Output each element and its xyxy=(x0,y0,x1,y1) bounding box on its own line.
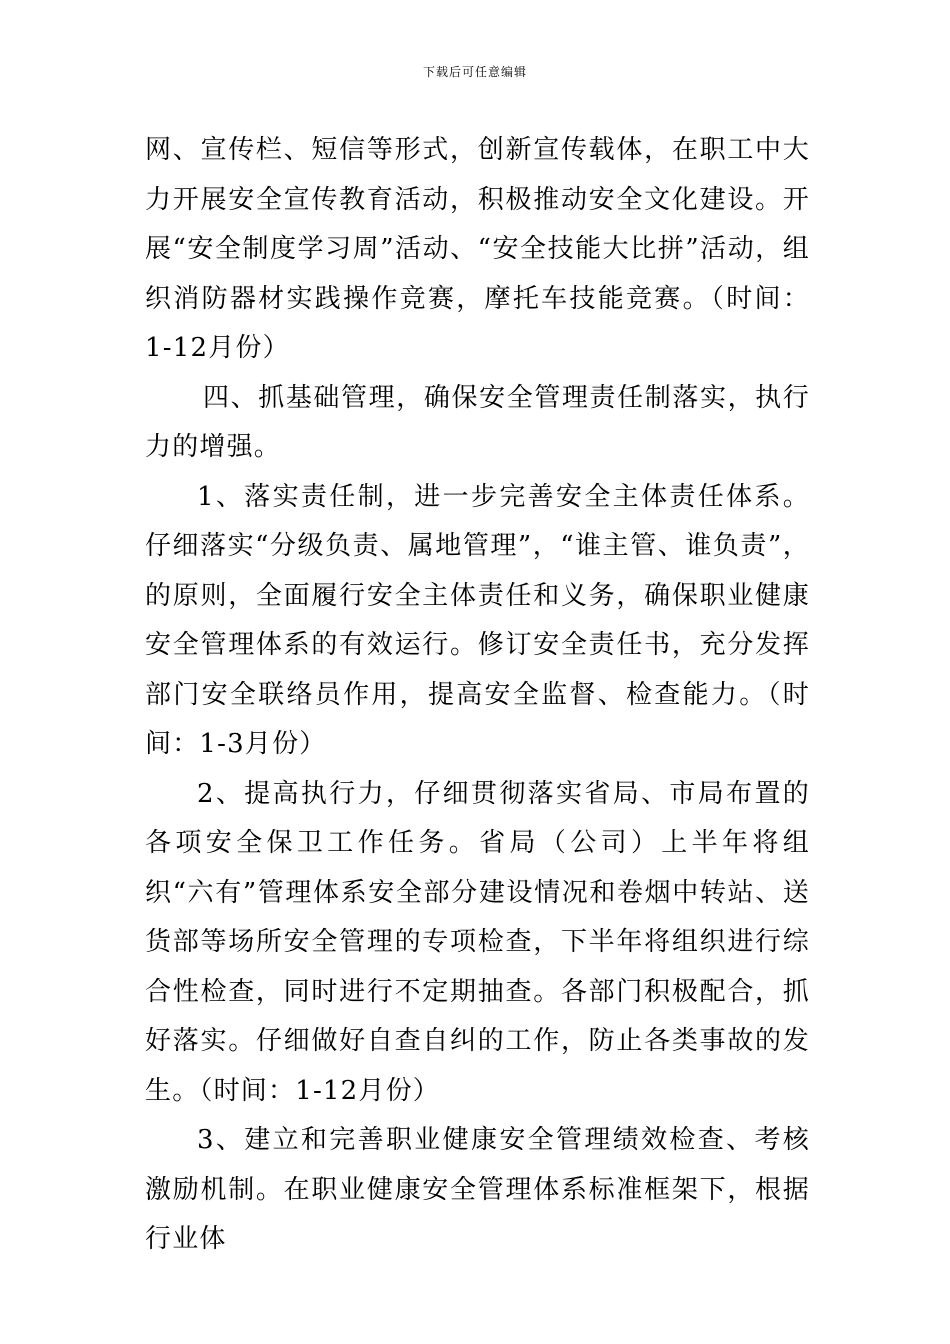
paragraph-item-2: 2、提高执行力，仔细贯彻落实省局、市局布置的各项安全保卫工作任务。省局（公司）上半年将组织“六有”管理体系安全部分建设情况和卷烟中转站、送货部等场所安全管理的专项检查，下半年将组织进行综合性检查，同时进行不定期抽查。各部门积极配合，抓好落实。仔细做好自查自纠的工作，防止各类事故的发生。（时间：1-12月份） xyxy=(145,778,810,1106)
section-heading-four: 四、抓基础管理，确保安全管理责任制落实，执行力的增强。 xyxy=(145,382,810,462)
paragraph-continuation: 网、宣传栏、短信等形式，创新宣传载体，在职工中大力开展安全宣传教育活动，积极推动安全文化建设。开展“安全制度学习周”活动、“安全技能大比拼”活动，组织消防器材实践操作竞赛，摩托车技能竞赛。（时间：1-12月份） xyxy=(145,135,810,363)
paragraph-item-3: 3、建立和完善职业健康安全管理绩效检查、考核激励机制。在职业健康安全管理体系标准框架下，根据行业体 xyxy=(145,1125,810,1254)
page-header: 下载后可任意编辑 xyxy=(422,65,527,79)
paragraph-item-1: 1、落实责任制，进一步完善安全主体责任体系。仔细落实“分级负责、属地管理”，“谁主管、谁负责”，的原则，全面履行安全主体责任和义务，确保职业健康安全管理体系的有效运行。修订安全责任书，充分发挥部门安全联络员作用，提高安全监督、检查能力。（时间：1-3月份） xyxy=(145,481,810,759)
document-body xyxy=(145,126,810,1265)
